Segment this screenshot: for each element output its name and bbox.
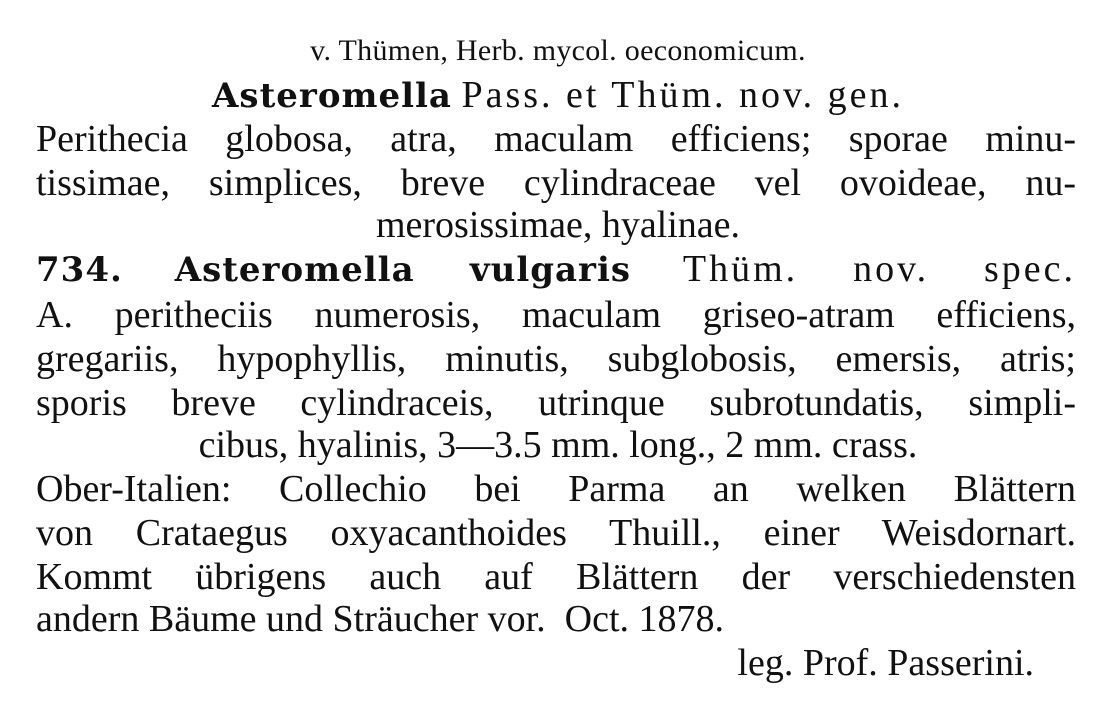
genus-description-line-1: Perithecia globosa, atra, maculam efficiens; sporae minu- — [36, 118, 1076, 160]
collector-line: leg. Prof. Passerini. — [737, 642, 1034, 684]
species-heading — [36, 250, 1076, 288]
locality-line-3: Kommt übrigens auch auf Blättern der verschiedensten — [36, 556, 1076, 598]
locality-line-4: andern Bäume und Sträucher vor. Oct. 1878. — [36, 598, 725, 640]
species-name: Asteromella vulgaris — [174, 250, 632, 290]
genus-authority: Pass. et Thüm. nov. gen. — [461, 74, 904, 116]
species-authority: Thüm. nov. spec. — [682, 248, 1077, 290]
species-description-line-2: gregariis, hypophyllis, minutis, subglobosis, emersis, atris; — [36, 338, 1076, 380]
species-description-line-4: cibus, hyalinis, 3—3.5 mm. long., 2 mm. crass. — [198, 424, 918, 466]
species-number: 734. — [36, 250, 123, 290]
genus-description-line-3: merosissimae, hyalinae. — [375, 204, 741, 246]
genus-description-line-2: tissimae, simplices, breve cylindraceae vel ovoideae, nu- — [36, 162, 1076, 204]
source-heading: v. Thümen, Herb. mycol. oeconomicum. — [310, 34, 806, 67]
genus-heading — [0, 76, 1116, 114]
locality-line-2: von Crataegus oxyacanthoides Thuill., einer Weisdornart. — [36, 512, 1076, 554]
locality-line-1: Ober-Italien: Collechio bei Parma an welken Blättern — [36, 468, 1076, 510]
genus-name: Asteromella — [212, 76, 452, 116]
species-description-line-1: A. peritheciis numerosis, maculam griseo-atram efficiens, — [36, 294, 1076, 336]
species-description-line-3: sporis breve cylindraceis, utrinque subrotundatis, simpli- — [36, 382, 1076, 424]
